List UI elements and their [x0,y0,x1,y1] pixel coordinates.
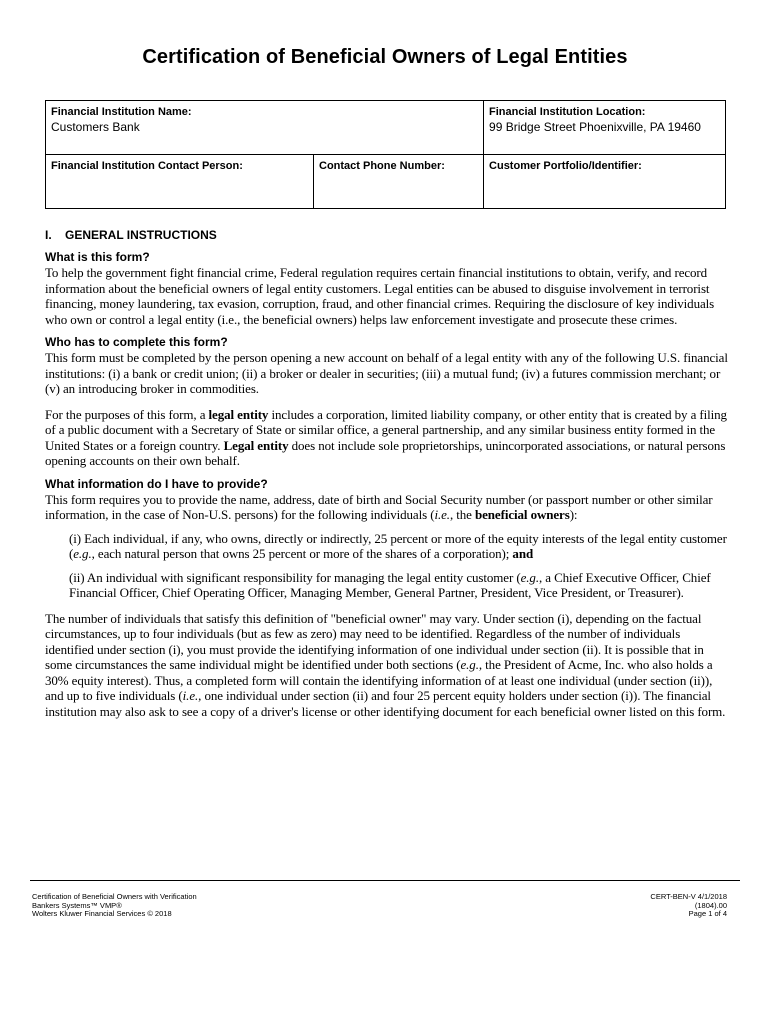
footer-copyright: Wolters Kluwer Financial Services © 2018 [32,909,172,918]
fi-location-cell[interactable] [484,101,726,155]
footer-form-code: CERT-BEN-V 4/1/2018 [650,892,727,901]
form-title: Certification of Beneficial Owners of Legal Entities [142,46,628,68]
section-heading: I. GENERAL INSTRUCTIONS [45,228,217,242]
fi-name-value: Customers Bank [51,120,140,134]
contact-person-cell[interactable] [46,155,314,209]
footer-left [32,893,197,919]
fi-location-value: 99 Bridge Street Phoenixville, PA 19460 [489,120,701,134]
contact-person-label: Financial Institution Contact Person: [51,160,243,172]
question-what-is-form: What is this form? [45,250,150,264]
legal-entity-definition: For the purposes of this form, a legal entity includes a corporation, limited liability company, or other entity that is created by a filing of a public document with a Secretary of State or similar office, a general partnership, and any similar business entity formed in the United States or a foreign country. Legal entity does not include sole proprietorships, unincorporated associations, or natural persons opening accounts on their own behalf. [45,406,727,468]
footer-version: (1804).00 [694,900,727,910]
legal-entity-term: legal entity [208,406,269,422]
fi-name-cell[interactable] [46,101,484,155]
footer-form-name: Certification of Beneficial Owners with Verification [32,892,197,901]
fi-location-label: Financial Institution Location: [489,106,646,118]
institution-info-table [45,100,726,209]
answer-what-information: This form requires you to provide the name, address, date of birth and Social Security number (or passport number or other similar information, in the case of Non-U.S. persons) for the following individuals (i.e., the beneficial owners): [45,491,713,522]
footer-page-number: Page 1 of 4 [688,909,727,918]
beneficial-owners-term: beneficial owners [474,507,570,522]
footer-divider [30,880,740,881]
footer-right [650,893,727,919]
question-who-completes: Who has to complete this form? [45,335,228,349]
contact-phone-label: Contact Phone Number: [319,160,445,172]
criterion-ownership: (i) Each individual, if any, who owns, directly or indirectly, 25 percent or more of the equity interests of the legal entity customer (e.g., each natural person that owns 25 percent or more of the shares of a corporation); and [69,530,727,561]
criterion-control: (ii) An individual with significant responsibility for managing the legal entity customer (e.g., a Chief Executive Officer, Chief Financial Officer, Chief Operating Officer, Managing Member, General Partner, President, Vice President, or Treasurer). [69,569,711,600]
general-instructions [45,228,729,719]
beneficial-owner-count-explanation: The number of individuals that satisfy this definition of "beneficial owner" may vary. Under section (i), depending on the factual circumstances, up to four individuals (but as few as zero) may need to be identified. Regardless of the number of individuals identified under section (i), you must provide the identifying information of one individual under section (ii). It is possible that in some circumstances the same individual might be identified under both sections (e.g., the President of Acme, Inc. who also holds a 30% equity interest). Thus, a completed form will contain the identifying information of at least one individual (under section (ii)), and up to five individuals (i.e., one individual under section (ii) and four 25 percent equity holders under section (i)). The financial institution may also ask to see a copy of a driver's license or other identifying document for each beneficial owner listed on this form. [45,610,726,719]
portfolio-cell[interactable] [484,155,726,209]
answer-what-is-form: To help the government fight financial crime, Federal regulation requires certain financial institutions to obtain, verify, and record information about the beneficial owners of legal entity customers. Legal entities can be abused to disguise involvement in terrorist financing, money laundering, tax evasion, corruption, fraud, and other financial crimes. Requiring the disclosure of key individuals who own or control a legal entity (i.e., the beneficial owners) helps law enforcement investigate and prosecute these crimes. [45,265,715,327]
portfolio-label: Customer Portfolio/Identifier: [489,160,642,172]
question-what-information: What information do I have to provide? [45,476,268,491]
footer-publisher: Bankers Systems™ VMP® [32,900,122,910]
answer-who-completes: This form must be completed by the person opening a new account on behalf of a legal entity with any of the following U.S. financial institutions: (i) a bank or credit union; (ii) a broker or dealer in securities; (iii) a mutual fund; (iv) a futures commission merchant; or (v) an introducing broker in commodities. [45,350,728,396]
legal-entity-term-2: Legal entity [223,437,289,453]
fi-name-label: Financial Institution Name: [51,106,192,118]
contact-phone-cell[interactable] [314,155,484,209]
